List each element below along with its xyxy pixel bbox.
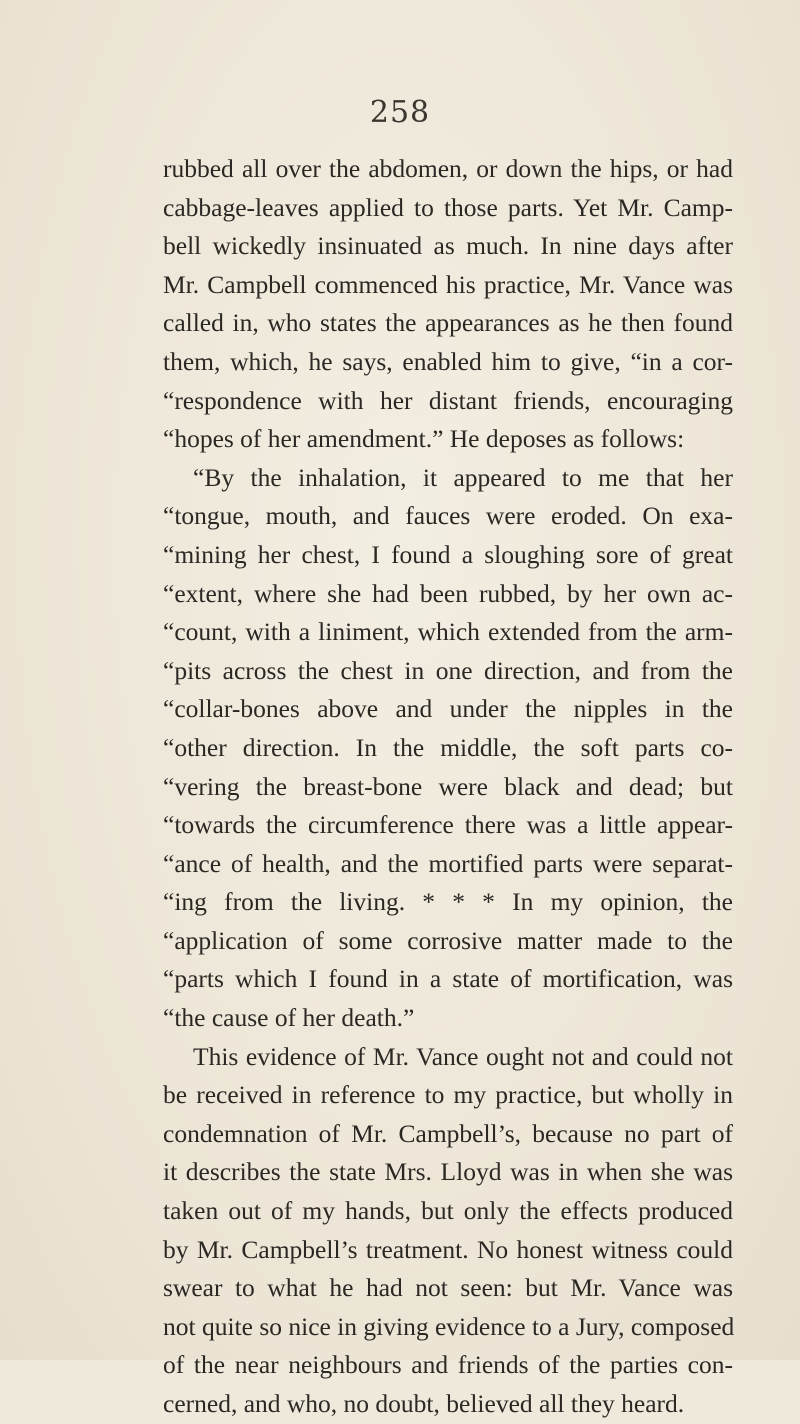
- text-line: it describes the state Mrs. Lloyd was in when she was: [163, 1157, 733, 1187]
- text-line: “hopes of her amendment.” He deposes as follows:: [163, 424, 685, 454]
- text-line: called in, who states the appearances as he then found: [163, 308, 733, 338]
- text-line: “collar-bones above and under the nipples in the: [163, 694, 733, 724]
- text-line: of the near neighbours and friends of the parties con-: [163, 1350, 733, 1380]
- text-line: them, which, he says, enabled him to give, “in a cor-: [163, 346, 733, 376]
- text-line: This evidence of Mr. Vance ought not and could not: [193, 1041, 733, 1071]
- text-line: “parts which I found in a state of mortification, was: [163, 964, 733, 994]
- text-line: “mining her chest, I found a sloughing sore of great: [163, 539, 733, 569]
- page-number: 258: [369, 95, 431, 130]
- text-line: “By the inhalation, it appeared to me that her: [193, 462, 733, 492]
- body-text: [163, 150, 733, 1424]
- text-line: “pits across the chest in one direction, and from the: [163, 655, 733, 685]
- text-line: “ing from the living. * * * In my opinion, the: [163, 887, 733, 917]
- text-line: cerned, and who, no doubt, believed all they heard.: [163, 1389, 685, 1418]
- text-line: “the cause of her death.”: [163, 1003, 415, 1033]
- text-line: “other direction. In the middle, the soft parts co-: [163, 732, 733, 762]
- text-line: condemnation of Mr. Campbell’s, because no part of: [163, 1118, 733, 1148]
- text-line: swear to what he had not seen: but Mr. Vance was: [163, 1273, 733, 1303]
- text-line: taken out of my hands, but only the effects produced: [163, 1196, 733, 1226]
- text-line: by Mr. Campbell’s treatment. No honest witness could: [163, 1234, 733, 1264]
- text-line: “ance of health, and the mortified parts were separat-: [163, 848, 733, 878]
- text-line: cabbage-leaves applied to those parts. Yet Mr. Camp-: [163, 192, 733, 222]
- text-line: “respondence with her distant friends, encouraging: [163, 385, 733, 415]
- text-line: “extent, where she had been rubbed, by her own ac-: [163, 578, 733, 608]
- text-line: Mr. Campbell commenced his practice, Mr. Vance was: [163, 269, 733, 299]
- text-line: “count, with a liniment, which extended from the arm-: [163, 617, 733, 647]
- text-line: “tongue, mouth, and fauces were eroded. On exa-: [163, 501, 733, 531]
- text-line: “towards the circumference there was a little appear-: [163, 810, 733, 840]
- text-line: rubbed all over the abdomen, or down the hips, or had: [163, 154, 733, 183]
- text-line: “application of some corrosive matter made to the: [163, 925, 733, 955]
- text-line: bell wickedly insinuated as much. In nine days after: [163, 231, 733, 261]
- text-line: not quite so nice in giving evidence to a Jury, composed: [163, 1311, 735, 1341]
- text-line: be received in reference to my practice, but wholly in: [163, 1080, 733, 1110]
- text-line: “vering the breast-bone were black and dead; but: [163, 771, 733, 801]
